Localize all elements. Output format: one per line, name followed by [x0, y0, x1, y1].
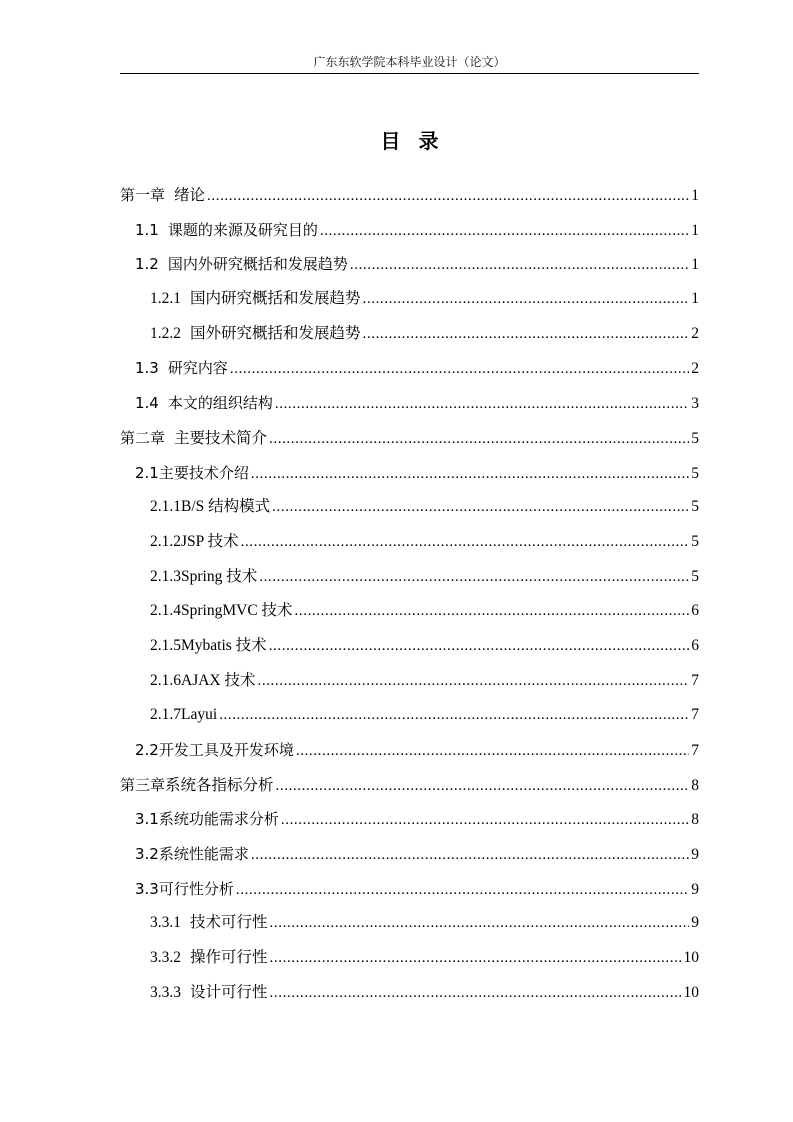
toc-entry-label: 系统各指标分析 [165, 775, 274, 794]
toc-entry-label: Mybatis 技术 [181, 636, 267, 654]
toc-entry-number: 3.2 [135, 845, 159, 864]
toc-dot-leader [295, 594, 689, 629]
toc-entry-label: B/S 结构模式 [181, 498, 271, 516]
toc-entry-page: 9 [691, 914, 699, 932]
toc-entry[interactable] [120, 629, 699, 664]
toc-entry-label: 设计可行性 [190, 983, 268, 1001]
toc-entry-label: 系统功能需求分析 [158, 810, 279, 829]
toc-entry-page: 6 [691, 602, 699, 620]
toc-entry-label: 主要技术简介 [174, 428, 268, 447]
toc-entry-number: 2.1.1 [150, 498, 181, 516]
toc-entry-label: SpringMVC 技术 [181, 602, 293, 620]
toc-entry[interactable] [120, 386, 699, 421]
toc-dot-leader [258, 664, 690, 699]
toc-entry[interactable] [120, 178, 699, 213]
toc-entry-number: 3.3.1 [150, 914, 181, 932]
toc-entry[interactable] [120, 872, 699, 907]
toc-dot-leader [269, 422, 689, 457]
toc-entry-number: 2.1.2 [150, 532, 181, 550]
toc-dot-leader [241, 525, 689, 560]
toc-dot-leader [236, 873, 689, 908]
toc-entry[interactable] [120, 421, 699, 456]
toc-entry-label: 研究内容 [167, 359, 228, 378]
toc-entry-page: 9 [691, 846, 699, 864]
toc-entry[interactable] [120, 664, 699, 699]
toc-entry-page: 2 [691, 360, 699, 378]
toc-dot-leader [350, 248, 689, 283]
toc-entry[interactable] [120, 906, 699, 941]
toc-dot-leader [320, 214, 689, 249]
toc-entry[interactable] [120, 213, 699, 248]
toc-entry-page: 1 [691, 221, 699, 239]
toc-entry-number: 2.1.6 [150, 671, 181, 689]
toc-entry-label: 开发工具及开发环境 [158, 741, 294, 759]
toc-entry-page: 1 [691, 256, 699, 274]
toc-entry-page: 5 [691, 429, 699, 447]
toc-entry-label: 系统性能需求 [158, 845, 249, 864]
toc-entry[interactable] [120, 490, 699, 525]
toc-dot-leader [281, 803, 689, 838]
toc-dot-leader [363, 317, 689, 352]
toc-entry-page: 3 [691, 395, 699, 413]
toc-entry-page: 7 [691, 742, 699, 759]
toc-entry-label: JSP 技术 [181, 532, 239, 550]
toc-dot-leader [270, 976, 682, 1011]
toc-entry[interactable] [120, 941, 699, 976]
toc-entry-page: 7 [691, 706, 699, 724]
toc-entry-label: 操作可行性 [190, 949, 268, 967]
toc-entry-number: 1.2.2 [150, 324, 181, 342]
toc-entry-number: 3.3.2 [150, 949, 181, 967]
toc-entry-number: 1.1 [135, 220, 159, 239]
toc-entry-label: 可行性分析 [158, 879, 234, 898]
toc-entry-number: 第二章 [120, 428, 166, 447]
toc-entry-number: 1.4 [135, 394, 159, 413]
toc-entry-page: 5 [691, 532, 699, 550]
toc-dot-leader [363, 282, 689, 317]
toc-entry-label: 国内外研究概括和发展趋势 [167, 255, 348, 274]
toc-entry-number: 3.1 [135, 810, 159, 829]
toc-entry-number: 第一章 [120, 186, 166, 204]
toc-dot-leader [219, 698, 689, 733]
toc-dot-leader [251, 457, 689, 492]
toc-entry-label: 本文的组织结构 [167, 394, 273, 413]
toc-entry[interactable] [120, 733, 699, 768]
toc-entry-number: 1.2 [135, 255, 159, 274]
toc-entry[interactable] [120, 768, 699, 803]
toc-entry-number: 2.2 [135, 741, 159, 759]
toc-entry[interactable] [120, 351, 699, 386]
toc-entry-label: AJAX 技术 [181, 671, 256, 689]
toc-entry[interactable] [120, 282, 699, 317]
toc-entry-page: 8 [691, 811, 699, 829]
toc-dot-leader [276, 769, 689, 804]
toc-entry-page: 1 [691, 290, 699, 308]
toc-entry-label: Spring 技术 [181, 567, 258, 585]
toc-entry[interactable] [120, 317, 699, 352]
toc-entry-page: 7 [691, 671, 699, 689]
toc-dot-leader [275, 387, 689, 422]
toc-entry-page: 5 [691, 567, 699, 585]
toc-entry-page: 10 [683, 949, 699, 967]
toc-dot-leader [230, 352, 689, 387]
toc-entry[interactable] [120, 247, 699, 282]
toc-entry-number: 2.1.5 [150, 636, 181, 654]
toc-entry-label: 绪论 [174, 186, 206, 204]
toc-entry-page: 2 [691, 324, 699, 342]
toc-entry[interactable] [120, 525, 699, 560]
toc-dot-leader [272, 490, 689, 525]
toc-dot-leader [259, 560, 689, 595]
table-of-contents [120, 178, 699, 1011]
toc-dot-leader [296, 734, 689, 769]
toc-entry-page: 8 [691, 776, 699, 794]
toc-dot-leader [269, 629, 689, 664]
toc-entry-page: 6 [691, 636, 699, 654]
toc-entry-number: 1.3 [135, 359, 159, 378]
toc-entry-label: 国内研究概括和发展趋势 [190, 290, 361, 308]
toc-entry-page: 5 [691, 498, 699, 516]
toc-entry[interactable] [120, 698, 699, 733]
toc-entry[interactable] [120, 560, 699, 595]
toc-dot-leader [270, 941, 682, 976]
toc-entry-page: 9 [691, 880, 699, 898]
toc-dot-leader [207, 179, 689, 214]
toc-entry-page: 10 [683, 983, 699, 1001]
toc-entry-label: 技术可行性 [190, 914, 268, 932]
toc-entry-label: 主要技术介绍 [158, 463, 249, 482]
toc-entry-number: 1.2.1 [150, 290, 181, 308]
toc-entry-number: 3.3 [135, 879, 159, 898]
toc-entry-label: 课题的来源及研究目的 [167, 220, 318, 239]
toc-entry-page: 5 [691, 464, 699, 482]
page-title: 目录 [380, 129, 457, 153]
toc-entry-number: 2.1.7 [150, 706, 181, 724]
toc-entry-number: 3.3.3 [150, 983, 181, 1001]
toc-entry[interactable] [120, 594, 699, 629]
toc-entry-number: 第三章 [120, 775, 166, 794]
toc-entry-label: 国外研究概括和发展趋势 [190, 324, 361, 342]
toc-entry[interactable] [120, 802, 699, 837]
toc-entry[interactable] [120, 456, 699, 491]
toc-entry[interactable] [120, 837, 699, 872]
toc-entry[interactable] [120, 976, 699, 1011]
toc-entry-number: 2.1.4 [150, 602, 181, 620]
header-rule [120, 73, 699, 74]
toc-entry-page: 1 [691, 187, 699, 204]
page-header: 广东东软学院本科毕业设计（论文） [313, 55, 506, 69]
toc-entry-label: Layui [181, 706, 218, 724]
toc-entry-number: 2.1 [135, 463, 159, 482]
toc-dot-leader [270, 906, 689, 941]
toc-entry-number: 2.1.3 [150, 567, 181, 585]
toc-dot-leader [251, 838, 689, 873]
